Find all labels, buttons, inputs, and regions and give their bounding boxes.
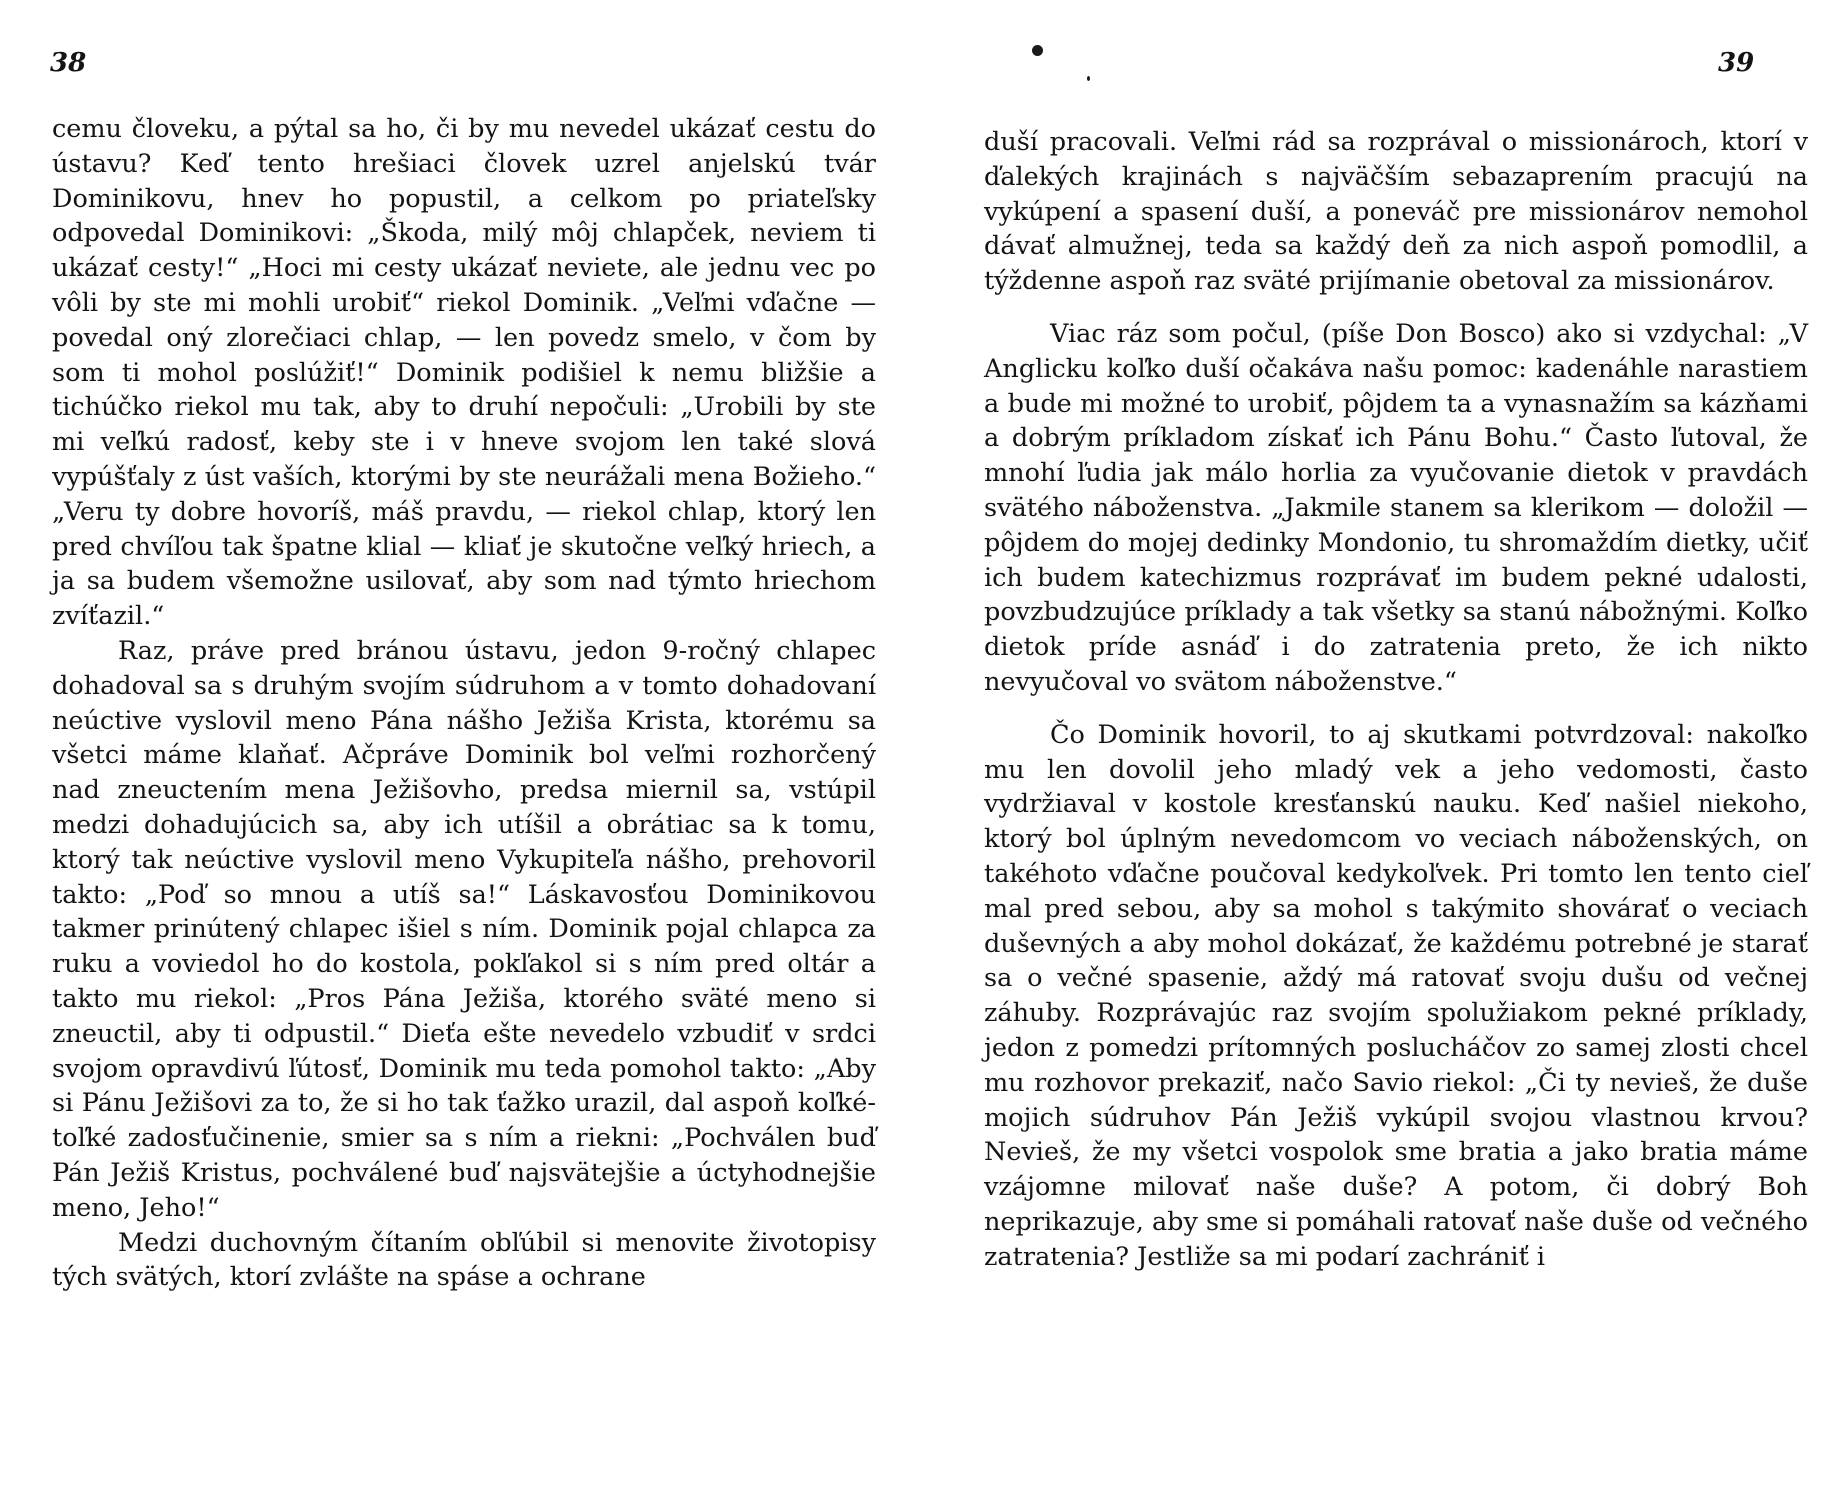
- paragraph: duší pracovali. Veľmi rád sa rozprával o missionároch, ktorí v ďalekých krajinách s najväčším sebazaprením pracujú na vykúpení a spasení duší, a poneváč pre missionárov nemohol dávať almužnej, teda sa každý deň za nich aspoň pomodlil, a týždenne aspoň raz sväté prijímanie obetoval za missionárov.: [984, 127, 1808, 297]
- paragraph: Raz, práve pred bránou ústavu, jedon 9-ročný chlapec dohadoval sa s druhým svojím súdruhom a v tomto dohadovaní neúctive vyslovil meno Pána nášho Ježiša Krista, ktorému sa všetci máme klaňať. Ačpráve Dominik bol veľmi rozhorčený nad zneuctením mena Ježišovho, predsa miernil sa, vstúpil medzi dohadujúcich sa, aby ich utíšil a obrátiac sa k tomu, ktorý tak neúctive vyslovil meno Vykupiteľa nášho, prehovoril takto: „Poď so mnou a utíš sa!“ Láskavosťou Dominikovou takmer prinútený chlapec išiel s ním. Dominik pojal chlapca za ruku a voviedol ho do kostola, pokľakol si s ním pred oltár a takto mu riekol: „Pros Pána Ježiša, ktorého sväté meno si zneuctil, aby ti odpustil.“ Dieťa ešte nevedelo vzbudiť v srdci svojom opravdivú ľútosť, Dominik mu teda pomohol takto: „Aby si Pánu Ježišovi za to, že si ho tak ťažko urazil, dal aspoň koľké-toľké zadosťučinenie, smier sa s ním a riekni: „Pochválen buď Pán Ježiš Kristus, pochválené buď najsvätejšie a úctyhodnejšie meno, Jeho!“: [52, 635, 876, 1223]
- paragraph: Medzi duchovným čítaním obľúbil si menovite životopisy tých svätých, ktorí zvlášte na spáse a ochrane: [52, 1227, 876, 1293]
- paragraph: cemu človeku, a pýtal sa ho, či by mu nevedel ukázať cestu do ústavu? Keď tento hrešiaci človek uzrel anjelskú tvár Dominikovu, hnev ho popustil, a celkom po priateľsky odpovedal Dominikovi: „Škoda, milý môj chlapček, neviem ti ukázať cesty!“ „Hoci mi cesty ukázať neviete, ale jednu vec po vôli by ste mi mohli urobiť“ riekol Dominik. „Veľmi vďačne — povedal oný zlorečiaci chlap, — len povedz smelo, v čom by som ti mohol poslúžiť!“ Dominik podišiel k nemu bližšie a tichúčko riekol mu tak, aby to druhí nepočuli: „Urobili by ste mi veľkú radosť, keby ste i v hneve svojom len také slová vypúšťaly z úst vaších, ktorými by ste neurážali mena Božieho.“ „Veru ty dobre hovoríš, máš pravdu, — riekol chlap, ktorý len pred chvíľou tak špatne klial — kliať je skutočne veľký hriech, a ja sa budem všemožne usilovať, aby som nad týmto hriechom zvíťazil.“: [52, 114, 876, 632]
- page-number-right: 39: [1718, 48, 1755, 78]
- left-page-text: [52, 112, 876, 1295]
- right-page-text: [984, 125, 1808, 1275]
- right-page: [960, 0, 1846, 1500]
- page-number-left: 38: [50, 48, 87, 78]
- paragraph: Čo Dominik hovoril, to aj skutkami potvrdzoval: nakoľko mu len dovolil jeho mladý vek a jeho vedomosti, často vydržiaval v kostole kresťanskú nauku. Keď našiel niekoho, ktorý bol úplným nevedomcom vo veciach náboženských, on takéhoto vďačne poučoval kedykoľvek. Pri tomto len tento cieľ mal pred sebou, aby sa mohol s takýmito shovárať o veciach duševných a aby mohol dokázať, že každému potrebné je starať sa o večné spasenie, aždý má ratovať svoju dušu od večnej záhuby. Rozprávajúc raz svojím spolužiakom pekné príklady, jedon z pomedzi prítomných poslucháčov zo samej zlosti chcel mu rozhovor prekaziť, načo Savio riekol: „Či ty nevieš, že duše mojich súdruhov Pán Ježiš vykúpil svojou vlastnou krvou? Nevieš, že my všetci vospolok sme bratia a jako bratia máme vzájomne milovať naše duše? A potom, či dobrý Boh neprikazuje, aby sme si pomáhali ratovať naše duše od večného zatratenia? Jestliže sa mi podarí zachrániť i: [984, 719, 1808, 1272]
- left-page: [0, 0, 900, 1500]
- paragraph: Viac ráz som počul, (píše Don Bosco) ako si vzdychal: „V Anglicku koľko duší očakáva našu pomoc: kadenáhle narastiem a bude mi možné to urobiť, pôjdem ta a vynasnažím sa kázňami a dobrým príkladom získať ich Pánu Bohu.“ Často ľutoval, že mnohí ľudia jak málo horlia za vyučovanie dietok v pravdách svätého náboženstva. „Jakmile stanem sa klerikom — doložil — pôjdem do mojej dedinky Mondonio, tu shromaždím dietky, učiť ich budem katechizmus rozprávať im budem pekné udalosti, povzbudzujúce príklady a tak všetky sa stanú nábožnými. Koľko dietok príde asnáď i do zatratenia preto, že ich nikto nevyučoval vo svätom náboženstve.“: [984, 318, 1808, 697]
